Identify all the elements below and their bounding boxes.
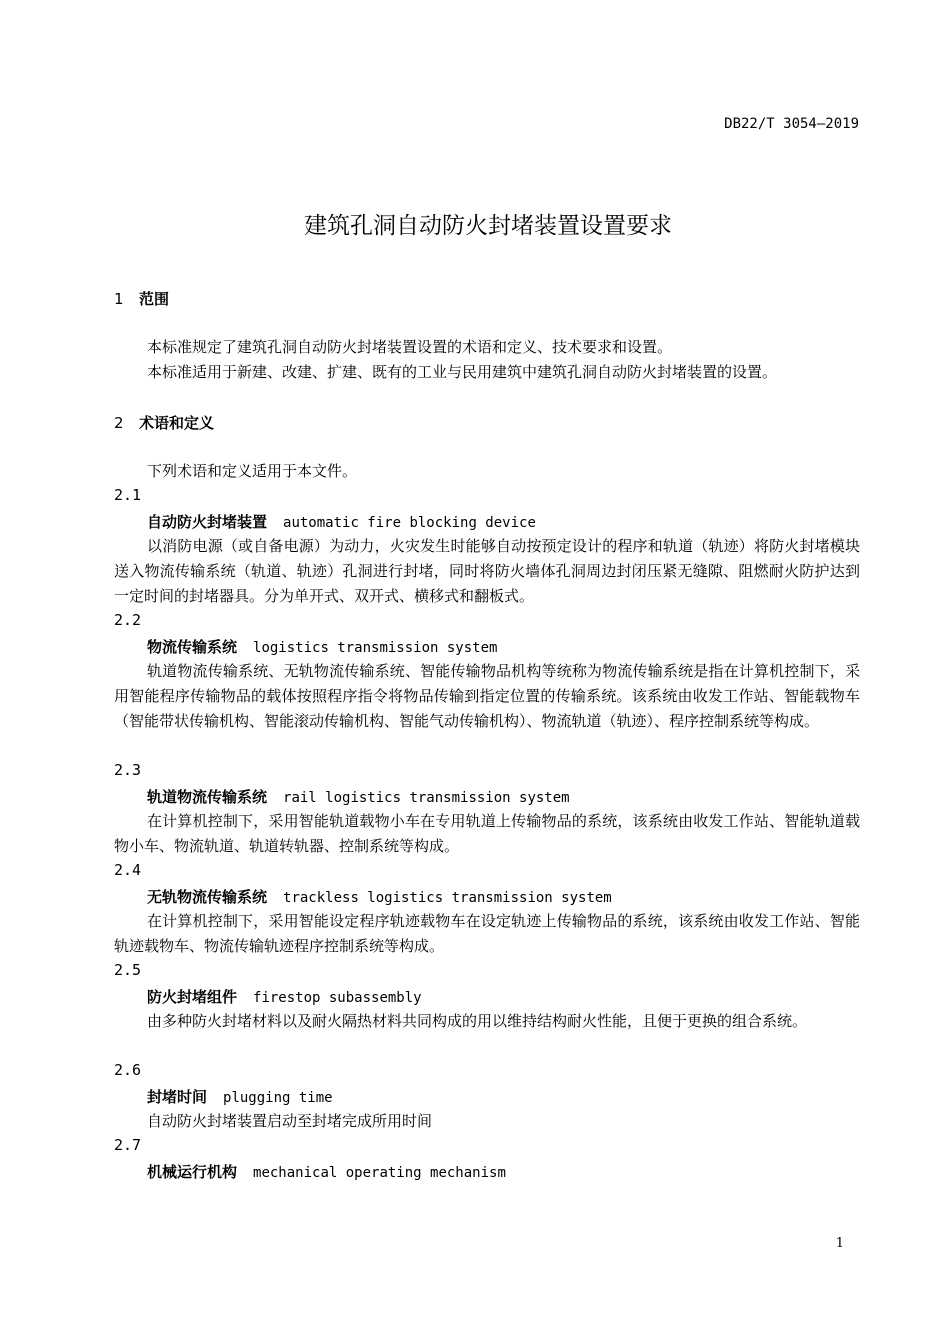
term-name-zh: 自动防火封堵装置 bbox=[147, 513, 268, 531]
term-name-zh: 封堵时间 bbox=[147, 1088, 208, 1106]
term-number: 2.2 bbox=[114, 611, 142, 629]
scope-paragraph-2: 本标准适用于新建、改建、扩建、既有的工业与民用建筑中建筑孔洞自动防火封堵装置的设置。 bbox=[147, 363, 778, 381]
term-name bbox=[147, 886, 612, 907]
terms-intro: 下列术语和定义适用于本文件。 bbox=[147, 462, 358, 480]
page-number: 1 bbox=[835, 1236, 844, 1251]
term-name-en: firestop subassembly bbox=[253, 990, 422, 1006]
term-name-en: logistics transmission system bbox=[253, 640, 498, 656]
term-name-zh: 无轨物流传输系统 bbox=[147, 888, 268, 906]
term-name bbox=[147, 1161, 506, 1182]
section-heading-scope bbox=[114, 288, 169, 309]
term-name bbox=[147, 636, 497, 657]
term-definition: 自动防火封堵装置启动至封堵完成所用时间 bbox=[147, 1112, 433, 1130]
section-title: 术语和定义 bbox=[139, 414, 215, 432]
term-name-zh: 轨道物流传输系统 bbox=[147, 788, 268, 806]
term-name-zh: 机械运行机构 bbox=[147, 1163, 238, 1181]
term-number: 2.1 bbox=[114, 486, 142, 504]
term-name-en: automatic fire blocking device bbox=[283, 515, 536, 531]
document-title: 建筑孔洞自动防火封堵装置设置要求 bbox=[304, 213, 672, 239]
section-number: 2 bbox=[114, 414, 124, 432]
term-name bbox=[147, 511, 536, 532]
standard-code: DB22/T 3054—2019 bbox=[724, 116, 859, 132]
term-definition: 轨道物流传输系统、无轨物流传输系统、智能传输物品机构等统称为物流传输系统是指在计算机控制下，采用智能程序传输物品的载体按照程序指令将物品传输到指定位置的传输系统。该系统由收发工作站、智能载物车（智能带状传输机构、智能滚动传输机构、智能气动传输机构）、物流轨道（轨迹）、程序控制系统等构成。 bbox=[114, 662, 860, 730]
term-number: 2.6 bbox=[114, 1061, 142, 1079]
term-name-zh: 防火封堵组件 bbox=[147, 988, 238, 1006]
term-name bbox=[147, 1086, 333, 1107]
term-name-zh: 物流传输系统 bbox=[147, 638, 238, 656]
section-title: 范围 bbox=[139, 290, 170, 308]
term-number: 2.4 bbox=[114, 861, 142, 879]
term-name-en: mechanical operating mechanism bbox=[253, 1165, 506, 1181]
term-definition: 由多种防火封堵材料以及耐火隔热材料共同构成的用以维持结构耐火性能，且便于更换的组合系统。 bbox=[147, 1012, 808, 1030]
term-name-en: trackless logistics transmission system bbox=[283, 890, 612, 906]
term-definition: 以消防电源（或自备电源）为动力，火灾发生时能够自动按预定设计的程序和轨道（轨迹）将防火封堵模块送入物流传输系统（轨道、轨迹）孔洞进行封堵，同时将防火墙体孔洞周边封闭压紧无缝隙、阻燃耐火防护达到一定时间的封堵器具。分为单开式、双开式、横移式和翻板式。 bbox=[114, 537, 860, 605]
term-definition: 在计算机控制下，采用智能设定程序轨迹载物车在设定轨迹上传输物品的系统，该系统由收发工作站、智能轨迹载物车、物流传输轨迹程序控制系统等构成。 bbox=[114, 912, 860, 955]
term-name-en: rail logistics transmission system bbox=[283, 790, 570, 806]
term-definition: 在计算机控制下，采用智能轨道载物小车在专用轨道上传输物品的系统，该系统由收发工作站、智能轨道载物小车、物流轨道、轨道转轨器、控制系统等构成。 bbox=[114, 812, 860, 855]
term-number: 2.7 bbox=[114, 1136, 142, 1154]
term-name-en: plugging time bbox=[223, 1090, 333, 1106]
section-number: 1 bbox=[114, 290, 124, 308]
term-number: 2.3 bbox=[114, 761, 142, 779]
section-heading-terms bbox=[114, 412, 214, 433]
scope-paragraph-1: 本标准规定了建筑孔洞自动防火封堵装置设置的术语和定义、技术要求和设置。 bbox=[147, 338, 673, 356]
term-number: 2.5 bbox=[114, 961, 142, 979]
term-name bbox=[147, 986, 422, 1007]
term-name bbox=[147, 786, 570, 807]
